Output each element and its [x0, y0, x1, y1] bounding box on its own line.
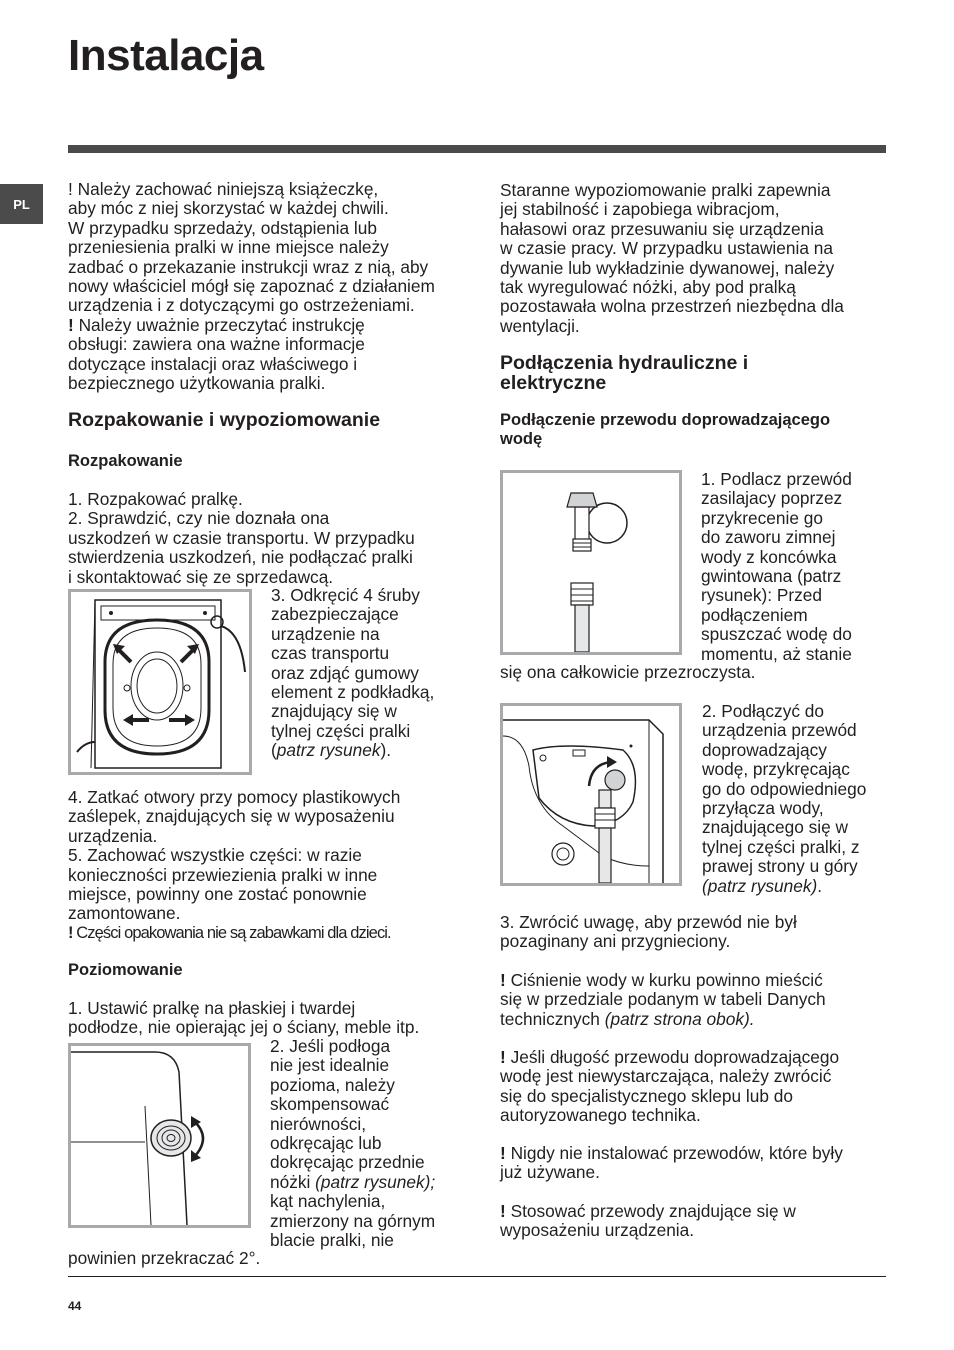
inlet-step3: 3. Zwrócić uwagę, aby przewód nie był pozaginany ani przygnieciony.: [500, 912, 797, 952]
adjustable-foot-illustration: [71, 1046, 248, 1225]
supplied-hoses-note: ! Stosować przewody znajdujące się w wyposażeniu urządzenia.: [500, 1201, 796, 1241]
heading-connections: Podłączenia hydrauliczne i elektryczne: [500, 352, 749, 394]
heading-unpack: Rozpakowanie: [68, 452, 183, 470]
level-step1: 1. Ustawić pralkę na płaskiej i twardej podłodze, nie opierając jej o ściany, meble itp.: [68, 998, 420, 1038]
machine-inlet-illustration: [503, 706, 679, 883]
unpack-steps: 1. Rozpakować pralkę. 2. Sprawdzić, czy nie doznała ona uszkodzeń w czasie transportu. W przypadku stwierdzenia uszkodzeń, nie podłączać pralki i skontaktować się ze sprzedawcą.: [68, 489, 415, 587]
stability-paragraph: Staranne wypoziomowanie pralki zapewnia jej stabilność i zapobiega wibracjom, hałasowi oraz przesuwaniu się urządzenia w czasie pracy. W przypadku ustawienia na dywanie lub wykładzinie dywanowej, należy tak wyregulować nóżki, aby pod pralką pozostawała wolna przestrzeń niezbędna dla wentylacji.: [500, 180, 844, 336]
steps-4-5: 4. Zatkać otwory przy pomocy plastikowych zaślepek, znajdujących się w wyposażeniu urządzenia. 5. Zachować wszystkie części: w razie konieczności przewiezienia pralki w inne miejsce, powinny one zostać ponownie zamontowane. ! Części opakowania nie są zabawkami dla dzieci.: [68, 788, 468, 943]
figure-adjustable-foot: [68, 1043, 251, 1228]
heading-inlet-hose: Podłączenie przewodu doprowadzającego wodę: [500, 411, 831, 448]
pressure-warning: ! Ciśnienie wody w kurku powinno mieścić się w przedziale podanym w tabeli Danych technicznych (patrz strona obok).: [500, 970, 826, 1029]
heading-unpack-level: Rozpakowanie i wypoziomowanie: [68, 409, 381, 431]
figure-tap-connection: [500, 470, 682, 655]
level-step2: 2. Jeśli podłoga nie jest idealnie pozioma, należy skompensować nierówności, odkręcając lub dokręcając przednie nóżki (patrz rysunek); kąt nachylenia, zmierzony na górnym blacie pralki, nie: [270, 1036, 436, 1251]
inlet-step1: 1. Podlacz przewód zasilajacy poprzez przykrecenie go do zaworu zimnej wody z koncówka gwintowana (patrz rysunek): Przed podłączeniem spuszczać wodę do momentu, aż stanie: [701, 469, 852, 664]
intro-paragraph: ! Należy zachować niniejszą książeczkę, aby móc z niej skorzystać w każdej chwili. W przypadku sprzedaży, odstąpienia lub przeniesienia pralki w inne miejsce należy zadbać o przekazanie instrukcji wraz z nią, aby nowy właściciel mógł się zapoznać z działaniem urządzenia i z dotyczącymi go ostrzeżeniami. ! Należy uważnie przeczytać instrukcję obsługi: zawiera ona ważne informacje dotyczące instalacji oraz właściwego i bezpiecznego użytkowania pralki.: [68, 179, 435, 394]
level-final: powinien przekraczać 2°.: [68, 1248, 261, 1268]
step3-text: 3. Odkręcić 4 śruby zabezpieczające urządzenie na czas transportu oraz zdjąć gumowy element z podkładką, znajdujący się w tylnej części pralki (patrz rysunek).: [271, 585, 435, 761]
inlet-step1-final: się ona całkowicie przezroczysta.: [500, 662, 756, 682]
title-divider: [68, 145, 886, 153]
footer-divider: [68, 1276, 886, 1277]
toys-warning: ! Części opakowania nie są zabawkami dla dzieci.: [68, 923, 391, 942]
language-tab: PL: [0, 184, 43, 224]
warning-mark: !: [68, 314, 74, 335]
page-number: 44: [68, 1299, 82, 1313]
inlet-step2: 2. Podłączyć do urządzenia przewód doprowadzający wodę, przykręcając go do odpowiedniego przyłącza wody, znajdującego się w tylnej części pralki, z prawej strony u góry (patrz rysunek).: [702, 701, 867, 896]
figure-machine-inlet: [500, 703, 682, 886]
figure-transport-bolts: [68, 589, 252, 775]
heading-level: Poziomowanie: [68, 961, 183, 979]
tap-and-hose-illustration: [503, 473, 679, 652]
washing-machine-back-illustration: [71, 592, 249, 772]
hose-length-warning: ! Jeśli długość przewodu doprowadzającego wodę jest niewystarczająca, należy zwrócić się do specjalistycznego sklepu lub do autoryzowanego technika.: [500, 1047, 840, 1126]
used-hoses-warning: ! Nigdy nie instalować przewodów, które były już używane.: [500, 1143, 843, 1183]
page-title: Instalacja: [68, 31, 264, 80]
